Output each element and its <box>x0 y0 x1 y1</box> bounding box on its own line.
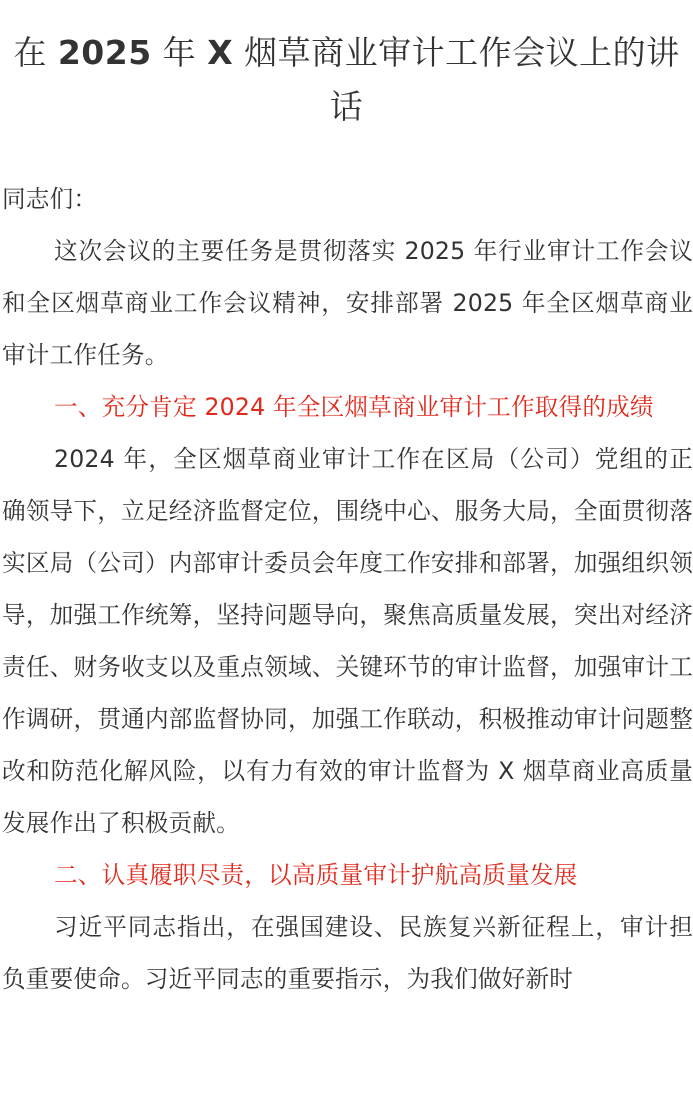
title-year-unit: 年 <box>151 33 208 72</box>
document-body <box>0 173 693 1005</box>
title-rest: 烟草商业审计工作会议上的讲话 <box>233 33 680 126</box>
intro-paragraph: 这次会议的主要任务是贯彻落实 2025 年行业审计工作会议和全区烟草商业工作会议精神，安排部署 2025 年全区烟草商业审计工作任务。 <box>2 237 693 369</box>
title-x: X <box>207 33 234 72</box>
section-heading-1: 一、充分肯定 2024 年全区烟草商业审计工作取得的成绩 <box>54 393 654 421</box>
document-title <box>0 0 693 134</box>
greeting: 同志们： <box>2 185 98 213</box>
title-year: 2025 <box>57 33 152 72</box>
section-heading-2: 二、认真履职尽责，以高质量审计护航高质量发展 <box>54 861 578 889</box>
title-prefix: 在 <box>13 33 58 72</box>
section-body-2: 习近平同志指出，在强国建设、民族复兴新征程上，审计担负重要使命。习近平同志的重要指示，为我们做好新时 <box>2 913 693 993</box>
section-body-1: 2024 年，全区烟草商业审计工作在区局（公司）党组的正确领导下，立足经济监督定位，围绕中心、服务大局，全面贯彻落实区局（公司）内部审计委员会年度工作安排和部署，加强组织领导，加强工作统筹，坚持问题导向，聚焦高质量发展，突出对经济责任、财务收支以及重点领域、关键环节的审计监督，加强审计工作调研，贯通内部监督协同，加强工作联动，积极推动审计问题整改和防范化解风险，以有力有效的审计监督为 X 烟草商业高质量发展作出了积极贡献。 <box>2 445 693 837</box>
